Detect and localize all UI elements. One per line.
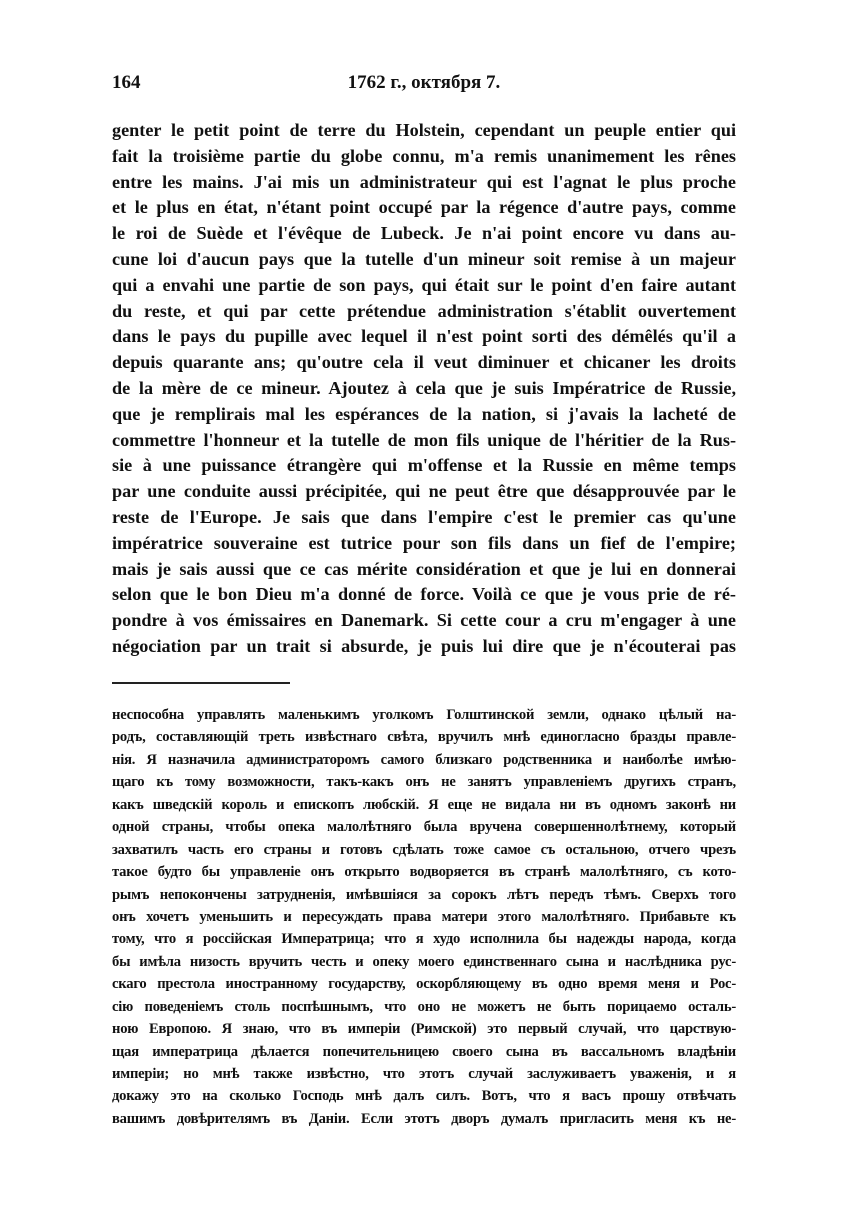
text-line: selon que le bon Dieu m'a donné de force. Voilà ce que je vous prie de ré- (112, 584, 736, 605)
text-line: захватилъ часть его страны и готовъ сдѣлать тоже самое съ остальною, отчего чрезъ (112, 841, 736, 858)
text-line: имперіи; но мнѣ также извѣстно, что этотъ случай заслуживаетъ уваженія, и я (112, 1066, 736, 1082)
text-line: нія. Я назначила администраторомъ самого близкаго родственника и наиболѣе имѣю- (112, 751, 736, 768)
text-line: négociation par un trait si absurde, je puis lui dire que je n'écouterai pas (112, 635, 736, 656)
text-line: sie à une puissance étrangère qui m'offense et la Russie en même temps (112, 455, 736, 476)
text-line: de la mère de ce mineur. Ajoutez à cela que je suis Impératrice de Russie, (112, 377, 736, 398)
text-line: que je remplirais mal les espérances de la nation, si j'avais la lacheté de (112, 403, 736, 424)
text-line: dans le pays du pupille avec lequel il n'est point sorti des démêlés qu'il a (112, 326, 736, 347)
text-line: неспособна управлять маленькимъ уголкомъ Голштинской земли, однако цѣлый на- (112, 707, 736, 723)
text-line: entre les mains. J'ai mis un administrateur qui est l'agnat le plus proche (112, 171, 736, 192)
text-line: impératrice souveraine est tutrice pour son fils dans un fief de l'empire; (112, 532, 736, 553)
text-line: бы имѣла низость вручить честь и опеку моего единственнаго сына и наслѣдника рус- (112, 953, 736, 970)
text-line: рымъ непокончены затрудненія, имѣвшіяся за сорокъ лѣтъ передъ тѣмъ. Сверхъ того (112, 886, 736, 903)
text-line: commettre l'honneur et la tutelle de mon fils unique de l'héritier de la Rus- (112, 429, 736, 450)
text-line: щаго къ тому возможности, такъ-какъ онъ не занятъ управленіемъ другихъ странъ, (112, 774, 736, 791)
text-line: одной страны, чтобы опека малолѣтняго была вручена совершеннолѣтнему, который (112, 819, 736, 836)
text-line: reste de l'Europe. Je sais que dans l'empire c'est le premier cas qu'une (112, 506, 736, 527)
text-line: какъ шведскій король и епископъ любскій. Я еще не видала ни въ одномъ законѣ ни (112, 796, 736, 813)
running-header (112, 72, 736, 98)
text-line: du reste, et qui par cette prétendue administration s'établit ouvertement (112, 300, 736, 321)
page-number: 164 (112, 72, 141, 93)
footnote-divider (112, 682, 290, 684)
text-line: et le plus en état, n'étant point occupé par la régence d'autre pays, comme (112, 197, 736, 218)
text-line: щая императрица дѣлается попечительницею своего сына въ вассальномъ владѣніи (112, 1043, 736, 1060)
text-line: ною Европою. Я знаю, что въ имперіи (Римской) это первый случай, что царствую- (112, 1021, 736, 1038)
text-line: par une conduite aussi précipitée, qui ne peut être que désapprouvée par le (112, 481, 736, 502)
text-line: такое будто бы управленіе онъ открыто водворяется въ странѣ малолѣтняго, съ кото- (112, 864, 736, 881)
text-line: родъ, составляющій треть извѣстнаго свѣта, вручилъ мнѣ единогласно бразды правле- (112, 729, 736, 746)
text-line: mais je sais aussi que ce cas mérite considération et que je lui en donnerai (112, 558, 736, 579)
text-line: сію поведеніемъ столь поспѣшнымъ, что оно не можетъ не быть порицаемо осталь- (112, 998, 736, 1015)
text-line: fait la troisième partie du globe connu, m'a remis unanimement les rênes (112, 145, 736, 166)
russian-translation-footnote (112, 704, 736, 1130)
french-text-body (112, 118, 736, 660)
text-line: вашимъ довѣрителямъ въ Даніи. Если этотъ дворъ думалъ пригласить меня къ не- (112, 1110, 736, 1127)
text-line: depuis quarante ans; qu'outre cela il veut diminuer et chicaner les droits (112, 352, 736, 373)
text-line: qui a envahi une partie de son pays, qui était sur le point d'en faire autant (112, 274, 736, 295)
text-line: le roi de Suède et l'évêque de Lubeck. Je n'ai point encore vu dans au- (112, 223, 736, 244)
header-title: 1762 г., октября 7. (347, 72, 501, 93)
text-line: cune loi d'aucun pays que la tutelle d'un mineur soit remise à un majeur (112, 248, 736, 269)
text-line: genter le petit point de terre du Holstein, cependant un peuple entier qui (112, 120, 736, 140)
text-line: докажу это на сколько Господь мнѣ далъ силъ. Вотъ, что я васъ прошу отвѣчать (112, 1088, 736, 1105)
text-line: pondre à vos émissaires en Danemark. Si cette cour a cru m'engager à une (112, 610, 736, 631)
text-line: онъ хочетъ уменьшить и пересуждать права матери этого малолѣтняго. Прибавьте къ (112, 908, 736, 925)
text-line: скаго престола иностранному государству, оскорбляющему въ одно время меня и Рос- (112, 976, 736, 993)
text-line: тому, что я россійская Императрица; что я худо исполнила бы надежды народа, когда (112, 931, 736, 948)
